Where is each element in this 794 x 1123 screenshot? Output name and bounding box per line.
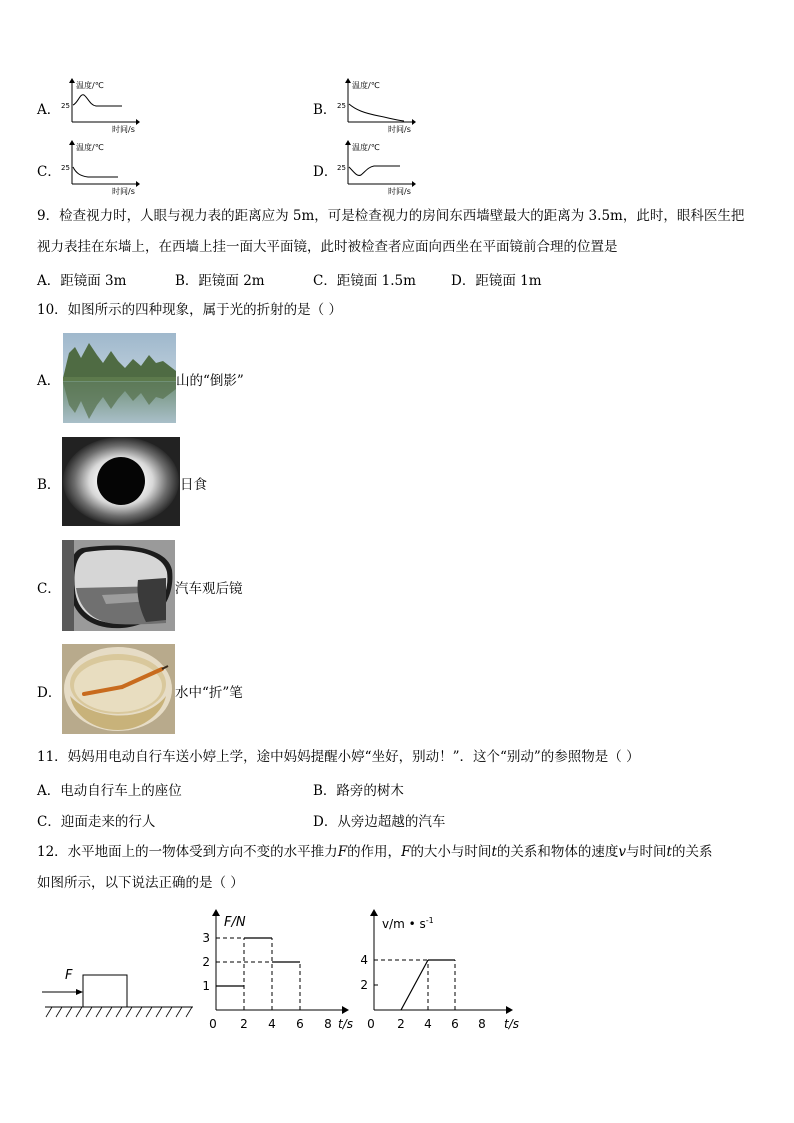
force-label: F <box>65 968 73 983</box>
ft-xlabel: t/s <box>338 1017 353 1031</box>
q12-stem-part1: 12．水平地面上的一物体受到方向不变的水平推力 <box>37 844 338 860</box>
q8-option-b-label: B． <box>313 102 337 118</box>
vt-xtick-6: 6 <box>451 1017 459 1031</box>
q10-option-d-caption: 水中“折”笔 <box>175 685 243 701</box>
rearview-mirror-photo <box>62 540 175 631</box>
q10-option-b-caption: 日食 <box>180 477 207 493</box>
q12-var-f-1: F <box>337 844 348 860</box>
vt-ylabel-main: v/m • s <box>382 917 426 931</box>
q8-c-tick: 25 <box>61 164 70 172</box>
q8-d-ylabel: 温度/℃ <box>352 143 380 152</box>
q10-option-a-label: A． <box>37 373 61 389</box>
q8-graph-a <box>58 78 140 134</box>
q12-stem-part2: 的作用， <box>347 844 402 860</box>
q10-option-b-label: B． <box>37 477 61 493</box>
vt-xtick-0: 0 <box>367 1017 375 1031</box>
q11-option-a: A．电动自行车上的座位 <box>37 783 182 799</box>
ft-ylabel: F/N <box>224 915 246 930</box>
vt-ylabel <box>382 916 434 931</box>
q8-a-tick: 25 <box>61 102 70 110</box>
vt-rising-segment <box>401 960 428 1010</box>
block-push-diagram <box>40 960 200 1024</box>
q8-a-ylabel: 温度/℃ <box>76 81 104 90</box>
q12-var-v: v <box>618 844 627 860</box>
q8-option-d-label: D． <box>313 164 338 180</box>
q8-graph-c <box>58 140 140 196</box>
force-time-chart <box>196 908 358 1036</box>
mountain-reflection-photo <box>63 333 176 423</box>
q10-option-d-label: D． <box>37 685 62 701</box>
q9-stem-line2: 视力表挂在东墙上，在西墙上挂一面大平面镜，此时被检查者应面向西坐在平面镜前合理的位置是 <box>37 239 618 255</box>
ft-xtick-0: 0 <box>209 1017 217 1031</box>
vt-xtick-8: 8 <box>478 1017 486 1031</box>
vt-y-arrow <box>370 909 378 916</box>
vt-ylabel-sup: -1 <box>425 916 434 925</box>
q8-a-xlabel: 时间/s <box>112 125 135 134</box>
ft-guide-lines <box>216 938 300 1010</box>
q12-stem-part5: 与时间 <box>626 844 667 860</box>
q8-b-xlabel: 时间/s <box>388 125 411 134</box>
bent-pencil-photo <box>62 644 175 734</box>
vt-xtick-4: 4 <box>424 1017 432 1031</box>
velocity-time-chart <box>356 908 524 1036</box>
q11-option-c: C．迎面走来的行人 <box>37 814 156 830</box>
q11-stem: 11．妈妈用电动自行车送小婷上学，途中妈妈提醒小婷“坐好，别动！”．这个“别动”的参照物是（ ） <box>37 749 640 765</box>
ft-x-arrow <box>342 1006 349 1014</box>
ft-ytick-3: 3 <box>202 931 210 945</box>
ft-ytick-2: 2 <box>202 955 210 969</box>
q9-option-c: C．距镜面 1.5m <box>313 273 416 289</box>
q8-b-ylabel: 温度/℃ <box>352 81 380 90</box>
q8-b-tick: 25 <box>337 102 346 110</box>
q10-option-c-label: C． <box>37 581 61 597</box>
solar-eclipse-photo <box>62 437 180 526</box>
q9-option-a: A．距镜面 3m <box>37 273 127 289</box>
q11-option-d: D．从旁边超越的汽车 <box>313 814 446 830</box>
vt-xlabel: t/s <box>504 1017 519 1031</box>
vt-x-arrow <box>506 1006 513 1014</box>
ft-xtick-8: 8 <box>324 1017 332 1031</box>
q8-option-c-label: C． <box>37 164 61 180</box>
ft-xtick-6: 6 <box>296 1017 304 1031</box>
q8-d-xlabel: 时间/s <box>388 187 411 196</box>
q10-stem: 10．如图所示的四种现象，属于光的折射的是（ ） <box>37 302 342 318</box>
q12-var-t-1: t <box>491 844 497 860</box>
q9-option-b: B．距镜面 2m <box>175 273 265 289</box>
q12-stem-part6: 的关系 <box>671 844 713 860</box>
q8-option-a-label: A． <box>37 102 61 118</box>
q12-stem-line2: 如图所示，以下说法正确的是（ ） <box>37 875 244 891</box>
q10-option-a-caption: 山的“倒影” <box>176 373 244 389</box>
q8-d-tick: 25 <box>337 164 346 172</box>
q12-var-f-2: F <box>401 844 411 860</box>
ft-xtick-4: 4 <box>268 1017 276 1031</box>
q8-graph-b <box>334 78 416 134</box>
q9-stem-line1: 9．检查视力时，人眼与视力表的距离应为 5m，可是检查视力的房间东西墙壁最大的距离为 3.5m，此时，眼科医生把 <box>37 208 745 224</box>
vt-ytick-4: 4 <box>360 953 368 967</box>
q12-var-t-2: t <box>666 844 672 860</box>
q12-stem-line1 <box>37 842 712 862</box>
q8-c-ylabel: 温度/℃ <box>76 143 104 152</box>
vt-ytick-2: 2 <box>360 978 368 992</box>
q8-c-xlabel: 时间/s <box>112 187 135 196</box>
ft-xtick-2: 2 <box>240 1017 248 1031</box>
q12-stem-part3: 的大小与时间 <box>410 844 492 860</box>
q8-graph-d <box>334 140 416 196</box>
vt-xtick-2: 2 <box>397 1017 405 1031</box>
q11-option-b: B．路旁的树木 <box>313 783 404 799</box>
q9-option-d: D．距镜面 1m <box>451 273 542 289</box>
ft-y-arrow <box>212 909 220 916</box>
ft-ytick-1: 1 <box>202 979 210 993</box>
q12-stem-part4: 的关系和物体的速度 <box>496 844 619 860</box>
q10-option-c-caption: 汽车观后镜 <box>175 581 243 597</box>
